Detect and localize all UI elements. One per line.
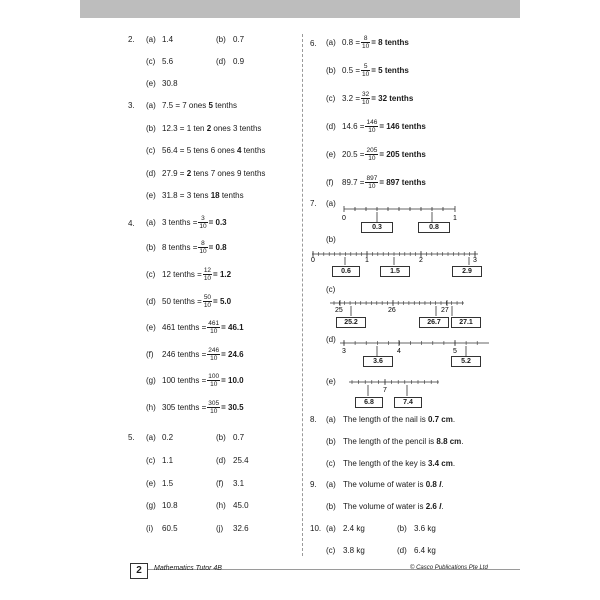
publisher-credit: © Casco Publications Pte Ltd [410,565,488,571]
q3c-answer: 56.4 = 5 tens 6 ones 4 tenths [162,146,266,155]
q2e-answer: 30.8 [162,79,178,88]
q6a-item: (a) 0.8 = $\frac{8}{10}$ = 8 tenths [326,35,409,50]
q4-number: 4. [128,219,135,228]
q10a-answer: 2.4 kg [343,524,365,533]
q5f-label: (f) [216,479,224,488]
q8b-label: (b) [326,437,336,446]
q2d-answer: 0.9 [233,57,245,66]
q7-number: 7. [310,199,317,208]
page-number: 2 [130,563,148,579]
book-title: Mathematics Tutor 4B [154,565,222,572]
q3a-answer: 7.5 = 7 ones 5 tenths [162,101,237,110]
q7c-answer-2: 26.7 [419,317,449,328]
q5g-answer: 10.8 [162,501,178,510]
q5h-answer: 45.0 [233,501,249,510]
number-line-e-tick-0: 7 [383,387,387,394]
q2-number: 2. [128,35,135,44]
q5b-answer: 0.7 [233,433,245,442]
q2a-label: (a) [146,35,156,44]
q3e-label: (e) [146,191,156,200]
q5g-label: (g) [146,501,156,510]
q3e-answer: 31.8 = 3 tens 18 tenths [162,191,244,200]
q7a-answer-1: 0.3 [361,222,393,233]
q4a-item: (a) 3 tenths = $\frac{3}{10}$ = 0.3 [146,215,227,230]
q2b-answer: 0.7 [233,35,245,44]
q2a-answer: 1.4 [162,35,174,44]
q5f-answer: 3.1 [233,479,245,488]
q2c-answer: 5.6 [162,57,174,66]
q10b-answer: 3.6 kg [414,524,436,533]
q5e-label: (e) [146,479,156,488]
number-line-d-tick-2: 5 [453,348,457,355]
q10b-label: (b) [397,524,407,533]
q5i-label: (i) [146,524,154,533]
q6e-item: (e) 20.5 = $\frac{205}{10}$ = 205 tenths [326,147,426,162]
q10d-answer: 6.4 kg [414,546,436,555]
q9a-label: (a) [326,480,336,489]
q4f-item: (f) 246 tenths = $\frac{246}{10}$ = 24.6 [146,347,244,362]
q7d-label: (d) [326,335,336,344]
q3b-label: (b) [146,124,156,133]
q5e-answer: 1.5 [162,479,174,488]
number-line-b-tick-3: 3 [473,257,477,264]
q7e-answer-2: 7.4 [394,397,422,408]
q4c-item: (c) 12 tenths = $\frac{12}{10}$ = 1.2 [146,267,232,282]
q6-number: 6. [310,39,317,48]
number-line-b-tick-1: 1 [365,257,369,264]
q6b-item: (b) 0.5 = $\frac{5}{10}$ = 5 tenths [326,63,409,78]
q3d-answer: 27.9 = 2 tens 7 ones 9 tenths [162,169,266,178]
number-line-c-tick-2: 27 [441,307,449,314]
q7e-label: (e) [326,377,336,386]
q5h-label: (h) [216,501,226,510]
q2b-label: (b) [216,35,226,44]
q7d-answer-1: 3.6 [363,356,393,367]
q7c-label: (c) [326,285,336,294]
number-line-a-end: 1 [453,215,457,222]
q4h-item: (h) 305 tenths = $\frac{305}{10}$ = 30.5 [146,400,244,415]
q3a-label: (a) [146,101,156,110]
q4e-item: (e) 461 tenths = $\frac{461}{10}$ = 46.1 [146,320,244,335]
number-line-d [340,340,489,356]
q5b-label: (b) [216,433,226,442]
q7d-answer-2: 5.2 [451,356,481,367]
q6c-item: (c) 3.2 = $\frac{32}{10}$ = 32 tenths [326,91,414,106]
q8c-label: (c) [326,459,336,468]
q7c-answer-1: 25.2 [336,317,366,328]
q3d-label: (d) [146,169,156,178]
q9a-answer: The volume of water is 0.8 l. [343,480,444,489]
q7a-answer-2: 0.8 [418,222,450,233]
q5d-label: (d) [216,456,226,465]
q9b-answer: The volume of water is 2.6 l. [343,502,444,511]
q7b-answer-3: 2.9 [452,266,482,277]
q10a-label: (a) [326,524,336,533]
q2e-label: (e) [146,79,156,88]
q10d-label: (d) [397,546,407,555]
q2c-label: (c) [146,57,156,66]
number-line-c-tick-0: 25 [335,307,343,314]
q5i-answer: 60.5 [162,524,178,533]
q4g-item: (g) 100 tenths = $\frac{100}{10}$ = 10.0 [146,373,244,388]
q8c-answer: The length of the key is 3.4 cm. [343,459,456,468]
q7a-label: (a) [326,199,336,208]
q5j-answer: 32.6 [233,524,249,533]
number-line-e [349,379,439,396]
q4d-item: (d) 50 tenths = $\frac{50}{10}$ = 5.0 [146,294,232,309]
q7b-label: (b) [326,235,336,244]
number-line-d-tick-1: 4 [397,348,401,355]
q6f-item: (f) 89.7 = $\frac{897}{10}$ = 897 tenths [326,175,426,190]
q8a-answer: The length of the nail is 0.7 cm. [343,415,456,424]
q7b-answer-2: 1.5 [380,266,410,277]
q7c-answer-3: 27.1 [451,317,481,328]
q9-number: 9. [310,480,317,489]
q9b-label: (b) [326,502,336,511]
q5d-answer: 25.4 [233,456,249,465]
number-line-b-tick-2: 2 [419,257,423,264]
q10c-label: (c) [326,546,336,555]
q5a-label: (a) [146,433,156,442]
q4b-item: (b) 8 tenths = $\frac{8}{10}$ = 0.8 [146,240,227,255]
number-line-d-tick-0: 3 [342,348,346,355]
q8-number: 8. [310,415,317,424]
q5c-answer: 1.1 [162,456,174,465]
q5c-label: (c) [146,456,156,465]
q5j-label: (j) [216,524,224,533]
q2d-label: (d) [216,57,226,66]
number-line-a [344,206,455,222]
q5a-answer: 0.2 [162,433,174,442]
q3c-label: (c) [146,146,156,155]
number-line-a-start: 0 [342,215,346,222]
q3-number: 3. [128,101,135,110]
q6d-item: (d) 14.6 = $\frac{146}{10}$ = 146 tenths [326,119,426,134]
q7e-answer-1: 6.8 [355,397,383,408]
q5-number: 5. [128,433,135,442]
q10c-answer: 3.8 kg [343,546,365,555]
q8b-answer: The length of the pencil is 8.8 cm. [343,437,464,446]
q3b-answer: 12.3 = 1 ten 2 ones 3 tenths [162,124,262,133]
number-line-c-tick-1: 26 [388,307,396,314]
q10-number: 10. [310,524,322,533]
number-line-b-tick-0: 0 [311,257,315,264]
q7b-answer-1: 0.6 [332,266,360,277]
q8a-label: (a) [326,415,336,424]
